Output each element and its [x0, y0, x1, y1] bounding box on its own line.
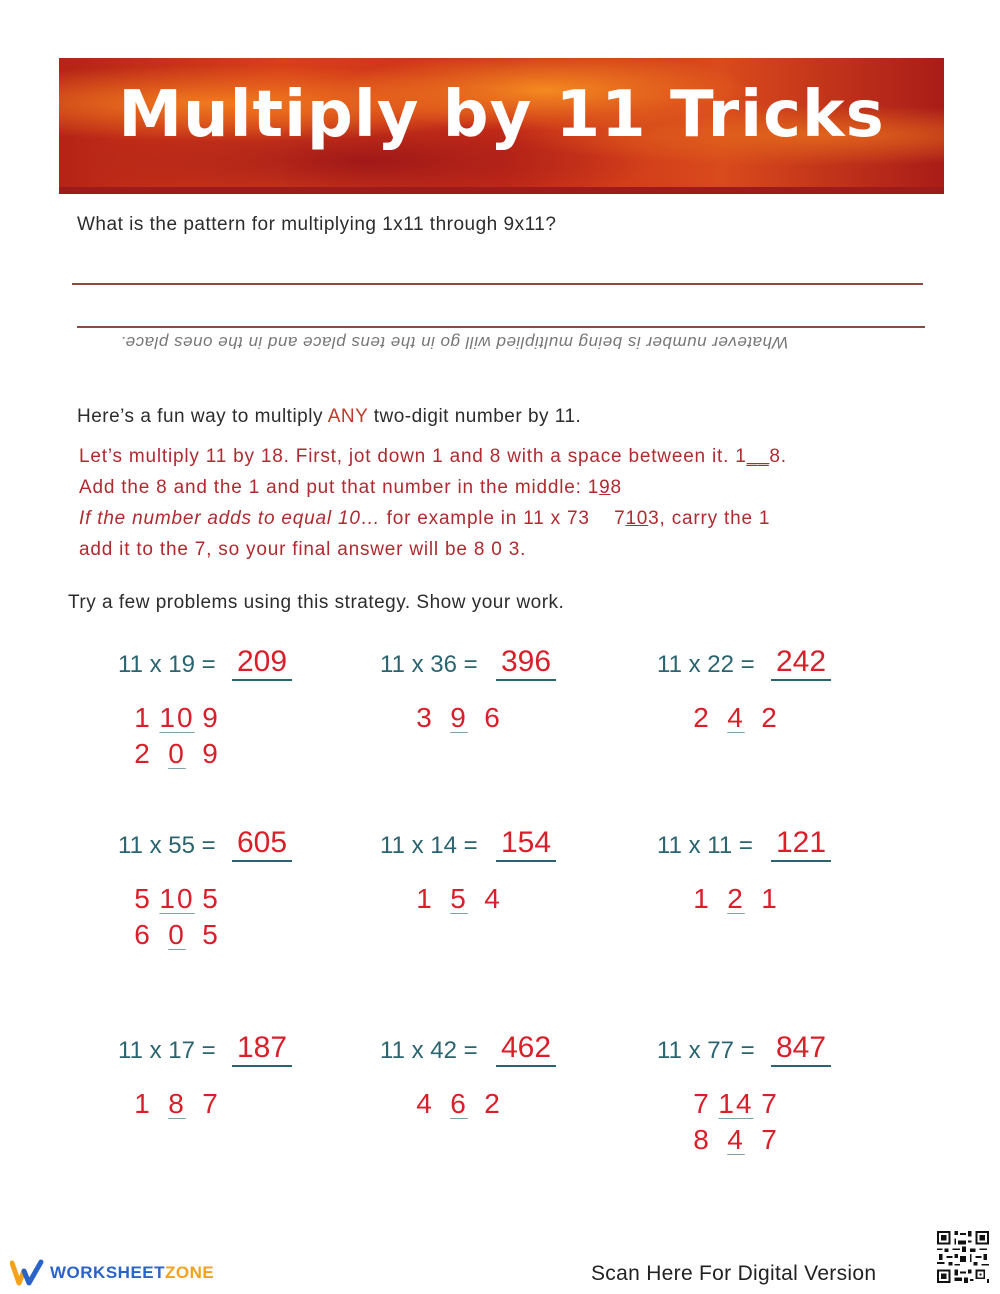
exp3-text: for example in 11 x 73 7	[380, 508, 626, 529]
work-digit: 3	[416, 702, 434, 733]
problem-answer[interactable]: 154	[496, 826, 556, 862]
work-digit: 2	[134, 738, 152, 769]
upside-down-answer: Whatever number is being multiplied will go in the tens place and in the ones place.	[120, 333, 789, 352]
explanation-line-1	[79, 446, 787, 468]
work-digit: 6	[134, 919, 152, 950]
logo-word2: ZONE	[165, 1263, 215, 1282]
problem-answer[interactable]: 121	[771, 826, 831, 862]
work-line	[689, 1124, 783, 1156]
qr-code[interactable]	[935, 1229, 991, 1285]
problem-expression: 11 x 17 =	[118, 1037, 216, 1064]
problem-expression: 11 x 11 =	[657, 832, 753, 859]
page-title: Multiply by 11 Tricks	[118, 78, 885, 152]
problem-answer[interactable]: 187	[232, 1031, 292, 1067]
work-digit: 5	[202, 919, 220, 950]
try-prompt: Try a few problems using this strategy. Show your work.	[68, 592, 565, 613]
work-digit: 2	[693, 702, 711, 733]
work-digit: 1	[134, 702, 152, 733]
scan-text: Scan Here For Digital Version	[591, 1262, 877, 1285]
work-line	[130, 883, 224, 915]
intro-before: Here’s a fun way to multiply	[77, 406, 328, 427]
work-digit: 6	[450, 1088, 468, 1119]
work-digit: 10	[159, 883, 195, 914]
work-line	[130, 1088, 224, 1120]
work-digit: 8	[168, 1088, 186, 1119]
work-digit: 4	[727, 1124, 745, 1155]
work-digit: 7	[693, 1088, 711, 1119]
work-digit: 7	[761, 1124, 779, 1155]
work-digit: 5	[450, 883, 468, 914]
intro-highlight: ANY	[327, 406, 368, 427]
problem-expression: 11 x 36 =	[380, 651, 478, 678]
problem-expression: 11 x 14 =	[380, 832, 478, 859]
problem-expression: 11 x 22 =	[657, 651, 755, 678]
work-digit: 1	[134, 1088, 152, 1119]
work-digit: 4	[416, 1088, 434, 1119]
explanation-line-2	[79, 477, 622, 499]
answer-line-2	[77, 326, 925, 328]
logo-text	[50, 1263, 214, 1283]
work-line	[130, 738, 224, 770]
work-line	[412, 702, 506, 734]
explanation-line-4: add it to the 7, so your final answer will be 8 0 3.	[79, 539, 527, 560]
work-digit: 7	[202, 1088, 220, 1119]
exp2-text: Add the 8 and the 1 and put that number in the middle: 1	[79, 477, 600, 498]
work-line	[130, 702, 224, 734]
problem-answer[interactable]: 605	[232, 826, 292, 862]
problem-answer[interactable]: 396	[496, 645, 556, 681]
worksheetzone-logo	[10, 1258, 214, 1288]
logo-word1: WORKSHEET	[50, 1263, 165, 1282]
work-line	[130, 919, 224, 951]
exp1-end: 8.	[769, 446, 787, 467]
work-digit: 1	[416, 883, 434, 914]
work-line	[689, 1088, 783, 1120]
work-digit: 4	[484, 883, 502, 914]
work-digit: 5	[202, 883, 220, 914]
work-line	[412, 883, 506, 915]
problem-answer[interactable]: 462	[496, 1031, 556, 1067]
work-digit: 8	[693, 1124, 711, 1155]
work-digit: 4	[727, 702, 745, 733]
work-digit: 5	[134, 883, 152, 914]
exp1-text: Let’s multiply 11 by 18. First, jot down 1 and 8 with a space between it. 1	[79, 446, 747, 467]
intro-after: two-digit number by 11.	[367, 406, 582, 427]
work-digit: 9	[202, 702, 220, 733]
problem-answer[interactable]: 209	[232, 645, 292, 681]
answer-line-1	[72, 283, 923, 285]
work-digit: 0	[168, 919, 186, 950]
explanation-line-3	[79, 508, 770, 530]
exp3-italic: If the number adds to equal 10…	[79, 508, 381, 529]
problem-expression: 11 x 19 =	[118, 651, 216, 678]
work-digit: 10	[159, 702, 195, 733]
work-digit: 2	[484, 1088, 502, 1119]
exp3-mid: 10	[625, 508, 649, 529]
work-line	[689, 702, 783, 734]
exp1-blank: __	[746, 446, 770, 467]
work-digit: 7	[761, 1088, 779, 1119]
work-digit: 14	[718, 1088, 754, 1119]
question-pattern: What is the pattern for multiplying 1x11 through 9x11?	[77, 214, 557, 235]
work-line	[689, 883, 783, 915]
work-digit: 9	[202, 738, 220, 769]
work-digit: 1	[693, 883, 711, 914]
work-digit: 2	[727, 883, 745, 914]
work-digit: 1	[761, 883, 779, 914]
logo-icon	[10, 1259, 44, 1287]
intro-text	[77, 406, 581, 428]
problem-expression: 11 x 77 =	[657, 1037, 755, 1064]
work-line	[412, 1088, 506, 1120]
exp2-mid: 9	[599, 477, 611, 498]
title-banner	[59, 58, 944, 194]
work-digit: 6	[484, 702, 502, 733]
problem-answer[interactable]: 242	[771, 645, 831, 681]
problem-expression: 11 x 55 =	[118, 832, 216, 859]
problem-answer[interactable]: 847	[771, 1031, 831, 1067]
exp3-end: 3, carry the 1	[648, 508, 771, 529]
work-digit: 2	[761, 702, 779, 733]
exp2-end: 8	[610, 477, 622, 498]
work-digit: 9	[450, 702, 468, 733]
work-digit: 0	[168, 738, 186, 769]
problem-expression: 11 x 42 =	[380, 1037, 478, 1064]
